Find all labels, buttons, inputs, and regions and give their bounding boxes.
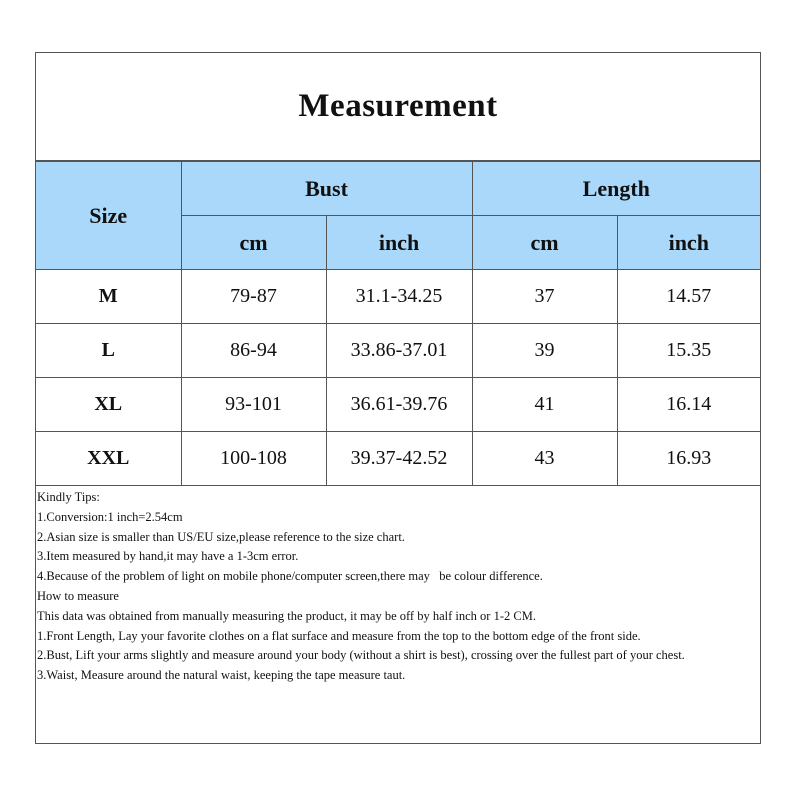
length-inch-header: inch (617, 216, 760, 270)
note-line: 3.Waist, Measure around the natural waist, keeping the tape measure taut. (37, 668, 406, 683)
bust-inch-cell: 39.37-42.52 (326, 432, 472, 486)
table-row (36, 378, 760, 432)
bust-inch-cell: 33.86-37.01 (326, 324, 472, 378)
bust-cm-header: cm (181, 216, 326, 270)
note-line: 3.Item measured by hand,it may have a 1-3cm error. (37, 549, 299, 564)
length-inch-cell: 14.57 (617, 270, 760, 324)
length-header: Length (472, 162, 760, 216)
length-cm-cell: 41 (472, 378, 617, 432)
length-inch-cell: 16.93 (617, 432, 760, 486)
length-cm-cell: 39 (472, 324, 617, 378)
bust-cm-cell: 100-108 (181, 432, 326, 486)
note-line: 1.Front Length, Lay your favorite clothes on a flat surface and measure from the top to the bottom edge of the front side. (37, 628, 641, 643)
length-inch-cell: 15.35 (617, 324, 760, 378)
length-cm-cell: 37 (472, 270, 617, 324)
bust-cm-cell: 79-87 (181, 270, 326, 324)
note-line: 4.Because of the problem of light on mobile phone/computer screen,there may be colour difference. (37, 569, 543, 584)
bust-cm-cell: 93-101 (181, 378, 326, 432)
bust-inch-cell: 31.1-34.25 (326, 270, 472, 324)
length-cm-header: cm (472, 216, 617, 270)
table-row (36, 324, 760, 378)
length-cm-cell: 43 (472, 432, 617, 486)
page-title: Measurement (298, 88, 498, 124)
note-line: This data was obtained from manually measuring the product, it may be off by half inch or 1-2 CM. (37, 608, 536, 623)
size-cell: XXL (36, 432, 181, 486)
bust-inch-cell: 36.61-39.76 (326, 378, 472, 432)
size-header: Size (36, 162, 181, 270)
bust-inch-header: inch (326, 216, 472, 270)
notes-section (37, 488, 763, 686)
table-row (36, 432, 760, 486)
note-line: 2.Asian size is smaller than US/EU size,please reference to the size chart. (37, 529, 405, 544)
length-inch-cell: 16.14 (617, 378, 760, 432)
bust-cm-cell: 86-94 (181, 324, 326, 378)
size-table (36, 161, 760, 486)
title-box (36, 53, 760, 161)
note-line: 1.Conversion:1 inch=2.54cm (37, 509, 183, 524)
notes-heading: Kindly Tips: (37, 490, 100, 504)
bust-header: Bust (181, 162, 472, 216)
size-cell: M (36, 270, 181, 324)
how-to-measure-heading: How to measure (37, 588, 119, 603)
table-row (36, 270, 760, 324)
size-cell: XL (36, 378, 181, 432)
size-cell: L (36, 324, 181, 378)
note-line: 2.Bust, Lift your arms slightly and measure around your body (without a shirt is best), crossing over the fullest part of your chest. (37, 648, 685, 663)
